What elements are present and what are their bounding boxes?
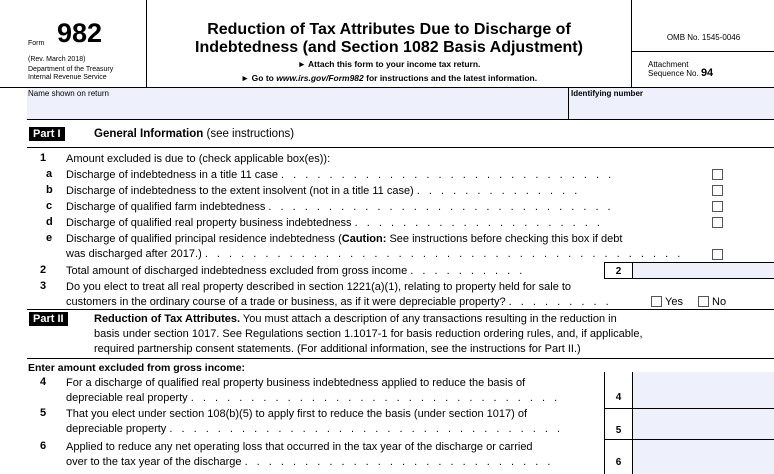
form-word: Form <box>28 40 45 47</box>
no-checkbox[interactable] <box>698 296 709 307</box>
sequence-label: Sequence No. <box>648 69 699 78</box>
item-b-text <box>66 184 580 198</box>
line5-amount-field[interactable] <box>632 408 774 439</box>
title-line-2: Indebtedness (and Section 1082 Basis Adjustment) <box>195 39 583 56</box>
line4-number: 4 <box>40 376 47 388</box>
part2-title-bold: Reduction of Tax Attributes. <box>94 313 241 325</box>
line4-dots: . . . . . . . . . . . . . . . . . . . . . . . . . . . . . . . <box>190 392 561 404</box>
attachment-label: Attachment <box>648 60 689 69</box>
department <box>28 66 113 82</box>
item-e-line2: was discharged after 2017.) <box>66 248 202 260</box>
line4-text-a: For a discharge of qualified real property business indebtedness applied to reduce the basis of <box>66 377 526 389</box>
form-title <box>147 21 631 57</box>
title-block <box>147 0 631 87</box>
line5-text-b <box>66 422 600 436</box>
attachment-sequence <box>648 60 713 78</box>
item-b-dots: . . . . . . . . . . . . . . <box>416 185 581 197</box>
line5-text-a: That you elect under section 108(b)(5) to apply first to reduce the basis (under section 1017) of <box>66 408 528 420</box>
line2-number: 2 <box>40 264 47 276</box>
item-d-dots: . . . . . . . . . . . . . . . . . . . . . <box>354 217 603 229</box>
part2-title-line2: basis under section 1017. See Regulations section 1.1017-1 for basis reduction ordering rules, and, if applicable, <box>94 328 643 340</box>
line6-text-a: Applied to reduce any net operating loss that occurred in the tax year of the discharge or carried <box>66 441 533 453</box>
part1-title <box>94 128 294 140</box>
part2-title-line3: required partnership consent statements. (For additional information, see the instructions for Part II.) <box>94 343 581 355</box>
irs-link[interactable]: www.irs.gov/Form982 <box>276 73 364 83</box>
identifying-number-label: Identifying number <box>571 89 643 98</box>
item-e-letter: e <box>46 232 53 244</box>
item-c-dots: . . . . . . . . . . . . . . . . . . . . . . . . . . . . . <box>268 201 614 213</box>
part1-header <box>27 124 774 148</box>
item-a-checkbox[interactable] <box>712 169 723 180</box>
yes-checkbox[interactable] <box>651 296 662 307</box>
form-number: 982 <box>57 18 103 48</box>
line4-box-label: 4 <box>604 372 632 408</box>
line2-dots: . . . . . . . . . . <box>410 265 526 277</box>
line5-dots: . . . . . . . . . . . . . . . . . . . . . . . . . . . . . . . . . <box>169 423 564 435</box>
sequence-number: 94 <box>700 67 714 79</box>
goto-prefix: ► Go to <box>240 73 277 83</box>
item-c-text <box>66 200 614 214</box>
item-b-label: Discharge of indebtedness to the extent insolvent (not in a title 11 case) <box>66 185 414 197</box>
line1-text: Amount excluded is due to (check applicable box(es)): <box>66 153 331 165</box>
form-id-block <box>27 0 147 87</box>
omb-number: OMB No. 1545-0046 <box>666 33 741 42</box>
item-e-label: Discharge of qualified principal residence indebtedness ( <box>66 233 342 245</box>
item-e-label-2: See instructions before checking this box if debt <box>386 233 623 245</box>
item-c-label: Discharge of qualified farm indebtedness <box>66 201 266 213</box>
line3-no-option[interactable] <box>698 295 726 309</box>
line2-box-label: 2 <box>604 262 632 279</box>
item-d-text <box>66 216 603 230</box>
line5-number: 5 <box>40 407 47 419</box>
omb-divider <box>632 51 774 52</box>
line3-text-b <box>66 295 612 309</box>
attach-instruction: ► Attach this form to your income tax return. <box>297 59 481 69</box>
part2-tag: Part II <box>29 312 68 326</box>
goto-instruction <box>147 73 631 83</box>
line6-dots: . . . . . . . . . . . . . . . . . . . . . . . . . . <box>244 456 554 468</box>
line6-amount-field[interactable] <box>632 439 774 474</box>
item-a-label: Discharge of indebtedness in a title 11 case <box>66 169 278 181</box>
item-d-label: Discharge of qualified real property business indebtedness <box>66 217 352 229</box>
title-line-1: Reduction of Tax Attributes Due to Discharge of <box>207 21 571 38</box>
line5-box-label: 5 <box>604 408 632 439</box>
line5-label-b: depreciable property <box>66 423 167 435</box>
item-a-text <box>66 168 614 182</box>
item-d-checkbox[interactable] <box>712 217 723 228</box>
part2-title <box>94 312 774 357</box>
line4-label-b: depreciable real property <box>66 392 188 404</box>
no-label: No <box>712 296 727 308</box>
line6-box-label: 6 <box>604 439 632 474</box>
line2-amount-field[interactable] <box>632 262 774 279</box>
line1-number: 1 <box>40 152 47 164</box>
line3-number: 3 <box>40 280 47 292</box>
item-c-checkbox[interactable] <box>712 201 723 212</box>
line3-text-a: Do you elect to treat all real property described in section 1221(a)(1), relating to property held for sale to <box>66 281 572 293</box>
line4-amount-field[interactable] <box>632 372 774 408</box>
line2-text <box>66 264 525 278</box>
part1-tag: Part I <box>29 127 65 141</box>
item-e-caution: Caution: <box>341 233 387 245</box>
item-b-checkbox[interactable] <box>712 185 723 196</box>
part2-header <box>27 309 774 359</box>
item-e-dots: . . . . . . . . . . . . . . . . . . . . . . . . . . . . . . . . . . . . . . . . <box>204 248 684 260</box>
yes-label: Yes <box>665 296 683 308</box>
part2-title-rest: You must attach a description of any transactions resulting in the reduction in <box>240 313 617 325</box>
item-c-letter: c <box>46 200 53 212</box>
identifying-number-field[interactable] <box>568 88 774 119</box>
name-field[interactable] <box>27 88 774 120</box>
revision-date: (Rev. March 2018) <box>28 56 86 63</box>
dept-line-2: Internal Revenue Service <box>28 74 107 81</box>
item-e-text <box>66 232 622 246</box>
item-e-checkbox[interactable] <box>712 249 723 260</box>
omb-block <box>631 0 774 87</box>
item-d-letter: d <box>46 216 53 228</box>
enter-amount-label: Enter amount excluded from gross income: <box>28 362 246 374</box>
part1-title-note: (see instructions) <box>206 128 295 140</box>
line6-label-b: over to the tax year of the discharge <box>66 456 242 468</box>
item-a-letter: a <box>46 168 53 180</box>
dept-line-1: Department of the Treasury <box>28 66 114 73</box>
item-e-text-line2 <box>66 247 706 261</box>
item-b-letter: b <box>46 184 53 196</box>
name-label: Name shown on return <box>28 89 109 98</box>
line6-number: 6 <box>40 440 47 452</box>
item-a-dots: . . . . . . . . . . . . . . . . . . . . . . . . . . . . <box>281 169 615 181</box>
line2-label: Total amount of discharged indebtedness excluded from gross income <box>66 265 408 277</box>
line3-dots: . . . . . . . . . <box>508 296 612 308</box>
goto-suffix: for instructions and the latest information. <box>363 73 538 83</box>
line6-text-b <box>66 455 600 469</box>
form-header <box>0 0 774 88</box>
line4-text-b <box>66 391 600 405</box>
line3-label-b: customers in the ordinary course of a trade or business, as if it were depreciable property? <box>66 296 506 308</box>
part1-title-bold: General Information <box>94 128 204 140</box>
line3-yes-option[interactable] <box>651 295 683 309</box>
